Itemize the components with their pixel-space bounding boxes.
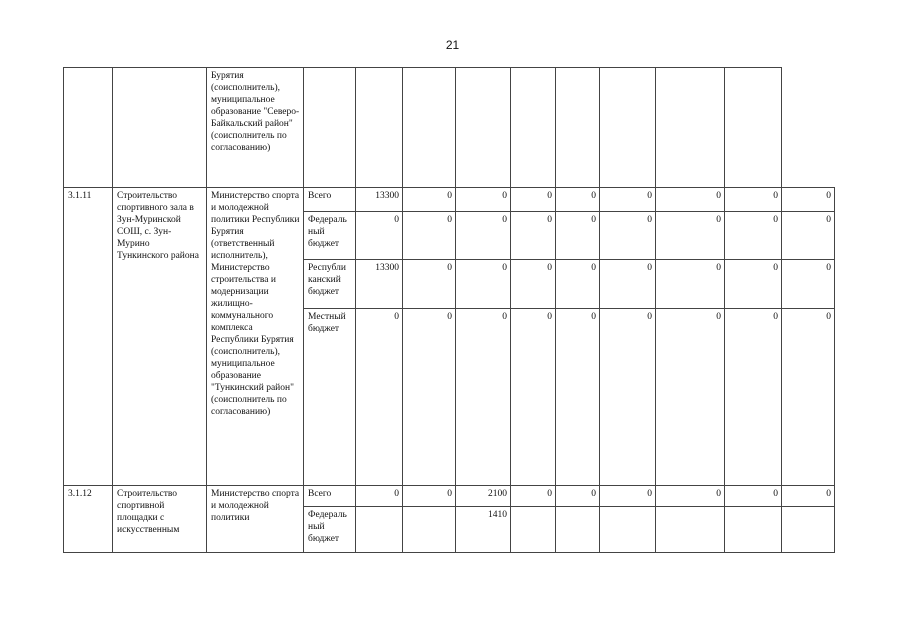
value-cell: 0 xyxy=(356,309,403,486)
value-cell xyxy=(600,507,656,553)
value-cell xyxy=(511,507,556,553)
value-cell: 0 xyxy=(656,309,725,486)
item-code: 3.1.11 xyxy=(64,188,113,486)
value-cell xyxy=(356,507,403,553)
value-cell: 0 xyxy=(511,309,556,486)
value-cell: 0 xyxy=(782,309,835,486)
value-cell xyxy=(782,507,835,553)
value-cell xyxy=(456,68,511,188)
value-cell xyxy=(600,68,656,188)
value-cell: 0 xyxy=(556,212,600,260)
value-cell: 13300 xyxy=(356,260,403,309)
value-cell xyxy=(356,68,403,188)
page-number: 21 xyxy=(445,38,460,52)
value-cell: 0 xyxy=(600,212,656,260)
item-name xyxy=(113,68,207,188)
value-cell xyxy=(403,68,456,188)
value-cell xyxy=(725,507,782,553)
value-cell: 0 xyxy=(456,309,511,486)
value-cell: 0 xyxy=(511,486,556,507)
value-cell: 0 xyxy=(656,486,725,507)
funding-source: Местный бюджет xyxy=(304,309,356,486)
value-cell: 0 xyxy=(600,188,656,212)
value-cell: 0 xyxy=(782,260,835,309)
value-cell: 0 xyxy=(403,212,456,260)
value-cell: 0 xyxy=(600,486,656,507)
funding-source: Федераль ный бюджет xyxy=(304,212,356,260)
item-executor: Бурятия (соисполнитель), муниципальное образование "Северо-Байкальский район" (соисполнитель по согласованию) xyxy=(207,68,304,188)
value-cell: 0 xyxy=(656,188,725,212)
value-cell xyxy=(656,68,725,188)
value-cell: 1410 xyxy=(456,507,511,553)
value-cell: 0 xyxy=(403,260,456,309)
value-cell: 0 xyxy=(556,309,600,486)
value-cell: 0 xyxy=(725,260,782,309)
value-cell: 0 xyxy=(556,188,600,212)
table-row xyxy=(64,486,835,507)
table-row xyxy=(64,188,835,212)
item-executor: Министерство спорта и молодежной политики xyxy=(207,486,304,553)
value-cell: 0 xyxy=(403,486,456,507)
value-cell: 0 xyxy=(725,309,782,486)
value-cell: 0 xyxy=(782,486,835,507)
value-cell: 0 xyxy=(725,188,782,212)
value-cell: 0 xyxy=(725,212,782,260)
value-cell: 0 xyxy=(511,212,556,260)
item-name: Строительство спортивной площадки с искусственным xyxy=(113,486,207,553)
value-cell xyxy=(511,68,556,188)
value-cell: 0 xyxy=(556,260,600,309)
item-code xyxy=(64,68,113,188)
table-row xyxy=(64,68,835,188)
funding-source xyxy=(304,68,356,188)
funding-source: Всего xyxy=(304,486,356,507)
funding-source: Республи канский бюджет xyxy=(304,260,356,309)
value-cell: 0 xyxy=(782,212,835,260)
item-name: Строительство спортивного зала в Зун-Муринской СОШ, с. Зун-Мурино Тункинского района xyxy=(113,188,207,486)
value-cell xyxy=(725,68,782,188)
value-cell: 0 xyxy=(511,188,556,212)
value-cell: 13300 xyxy=(356,188,403,212)
value-cell xyxy=(556,68,600,188)
value-cell xyxy=(556,507,600,553)
value-cell: 0 xyxy=(600,260,656,309)
funding-source: Всего xyxy=(304,188,356,212)
item-code: 3.1.12 xyxy=(64,486,113,553)
value-cell: 0 xyxy=(456,260,511,309)
value-cell: 0 xyxy=(782,188,835,212)
value-cell: 0 xyxy=(511,260,556,309)
value-cell: 0 xyxy=(656,260,725,309)
value-cell: 0 xyxy=(456,188,511,212)
budget-table xyxy=(63,67,835,553)
item-executor: Министерство спорта и молодежной политики Республики Бурятия (ответственный исполнитель), Министерство строительства и модернизации жилищно-коммунального комплекса Республики Бурятия (соисполнитель), муниципальное образование "Тункинский район" (соисполнитель по согласованию) xyxy=(207,188,304,486)
value-cell xyxy=(656,507,725,553)
value-cell: 0 xyxy=(656,212,725,260)
value-cell: 0 xyxy=(356,212,403,260)
value-cell: 0 xyxy=(556,486,600,507)
value-cell: 0 xyxy=(403,309,456,486)
value-cell: 0 xyxy=(356,486,403,507)
value-cell: 0 xyxy=(456,212,511,260)
value-cell: 0 xyxy=(725,486,782,507)
value-cell xyxy=(403,507,456,553)
value-cell: 0 xyxy=(403,188,456,212)
value-cell: 0 xyxy=(600,309,656,486)
value-cell: 2100 xyxy=(456,486,511,507)
funding-source: Федераль ный бюджет xyxy=(304,507,356,553)
